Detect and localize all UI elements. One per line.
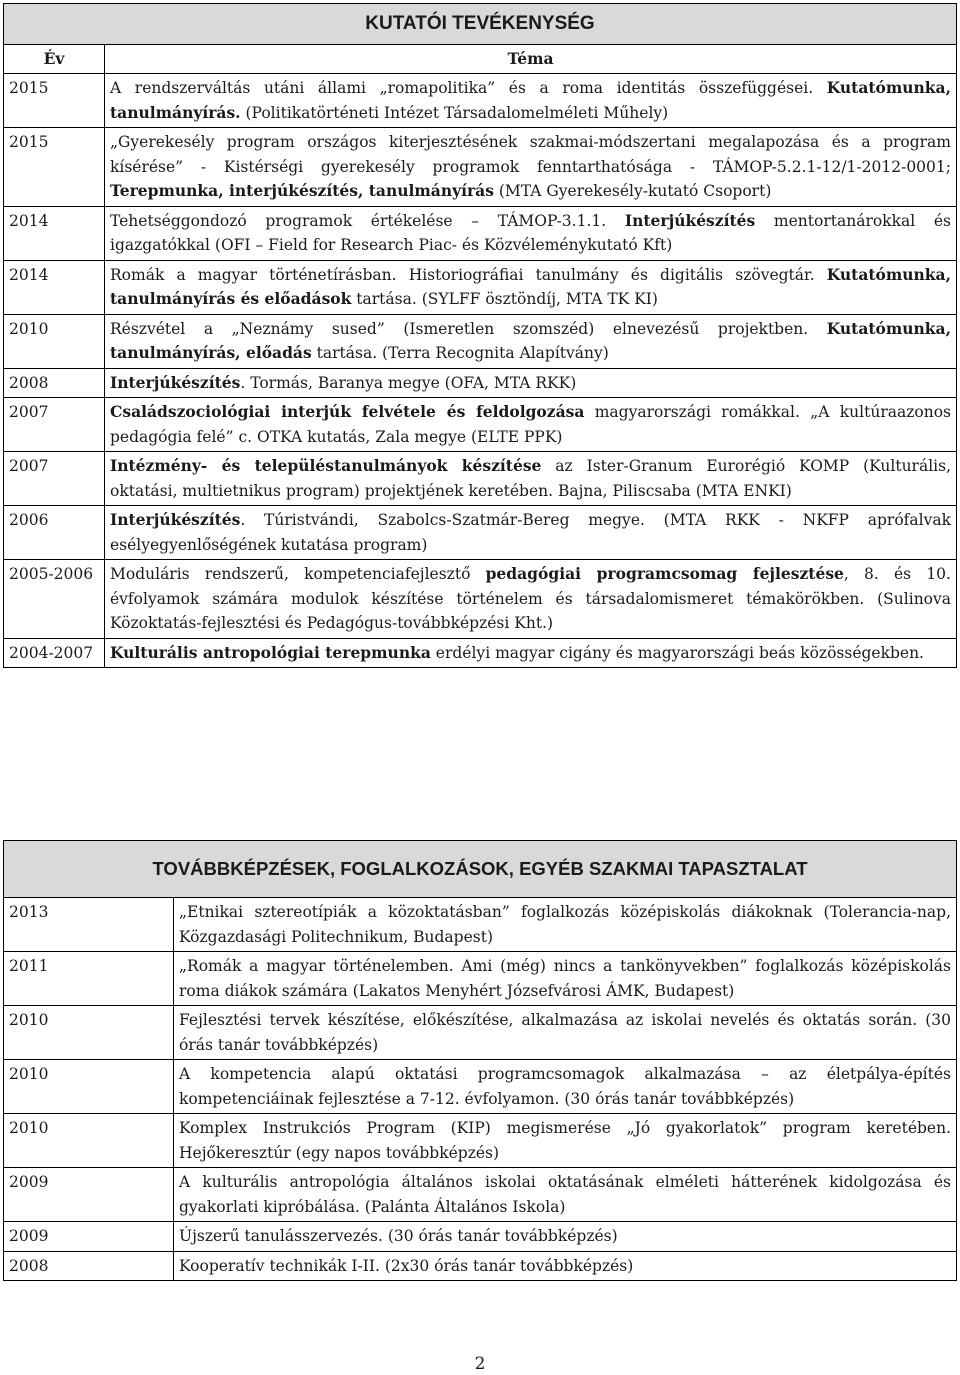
text-segment: Romák a magyar történetírásban. Historiográfiai tanulmány és digitális szövegtár. (110, 265, 827, 284)
text-segment: Kooperatív technikák I-II. (2x30 órás tanár továbbképzés) (179, 1256, 634, 1275)
bold-text: Kutatómunka, tanulmányírás és előadások (110, 264, 951, 308)
row-year: 2010 (4, 1114, 174, 1168)
text-segment: erdélyi magyar cigány és magyarországi beás közösségekben. (430, 643, 924, 662)
row-description (174, 1060, 957, 1114)
text-segment: Moduláris rendszerű, kompetenciafejlesztő (110, 565, 486, 583)
table-row (4, 206, 957, 260)
row-description (174, 1222, 957, 1252)
row-year: 2008 (4, 1251, 174, 1281)
table-row (4, 128, 957, 207)
topic-column-header: Téma (105, 45, 957, 74)
row-year: 2015 (4, 74, 105, 128)
text-segment: (Politikatörténeti Intézet Társadalomelméleti Műhely) (240, 103, 669, 122)
row-year: 2015 (4, 128, 105, 207)
table-row (4, 1060, 957, 1114)
table-row (4, 1222, 957, 1252)
text-segment: tartása. (Terra Recognita Alapítvány) (311, 344, 609, 362)
text-segment: A rendszerváltás utáni állami „romapolitika” és a roma identitás összefüggései. (110, 79, 827, 97)
text-segment: „Etnikai sztereotípiák a közoktatásban” foglalkozás középiskolás diákoknak (Tolerancia-nap, Közgazdasági Politechnikum, Budapest) (179, 903, 951, 946)
row-year: 2004-2007 (4, 638, 105, 668)
text-segment: (MTA Gyerekesély-kutató Csoport) (493, 182, 772, 200)
text-segment: Részvétel a „Neznámy sused” (Ismeretlen szomszéd) elnevezésű projektben. (110, 319, 827, 338)
row-description (174, 1251, 957, 1281)
row-year: 2014 (4, 260, 105, 314)
table-row (4, 1114, 957, 1168)
text-segment: A kulturális antropológia általános iskolai oktatásának elméleti hátterének kidolgozása és gyakorlati kipróbálása. (Palánta Általános Iskola) (179, 1173, 951, 1216)
table-row (4, 74, 957, 128)
page-number: 2 (474, 1354, 486, 1374)
training-section-title: TOVÁBBKÉPZÉSEK, FOGLALKOZÁSOK, EGYÉB SZAKMAI TAPASZTALAT (4, 841, 957, 898)
table-row (4, 368, 957, 398)
text-segment: Újszerű tanulásszervezés. (30 órás tanár továbbképzés) (179, 1227, 618, 1245)
row-description (105, 314, 957, 368)
bold-text: Kulturális antropológiai terepmunka (110, 642, 431, 662)
year-column-header: Év (4, 45, 105, 74)
research-table (3, 3, 957, 668)
row-year: 2005-2006 (4, 560, 105, 639)
table-row (4, 506, 957, 560)
table-row (4, 560, 957, 639)
row-description (105, 206, 957, 260)
table-row (4, 1168, 957, 1222)
table-row (4, 1251, 957, 1281)
table-row (4, 260, 957, 314)
bold-text: Interjúkészítés (110, 510, 241, 529)
row-year: 2008 (4, 368, 105, 398)
row-year: 2009 (4, 1168, 174, 1222)
text-segment: magyarországi romákkal. „A kultúraazonos pedagógia felé” c. OTKA kutatás, Zala megye (ELTE PPK) (110, 403, 951, 446)
row-description (105, 506, 957, 560)
row-description (105, 128, 957, 207)
row-description (174, 952, 957, 1006)
bold-text: Kutatómunka, tanulmányírás. (110, 78, 951, 122)
text-segment: „Romák a magyar történelemben. Ami (még) nincs a tankönyvekben” foglalkozás középiskolás roma diákok számára (Lakatos Menyhért Józsefvárosi ÁMK, Budapest) (179, 957, 951, 1000)
table-row (4, 638, 957, 668)
bold-text: Családszociológiai interjúk felvétele és feldolgozása (110, 402, 585, 421)
row-description (174, 1168, 957, 1222)
table-row (4, 1006, 957, 1060)
text-segment: „Gyerekesély program országos kiterjesztésének szakmai-módszertani megalapozása és a program kísérése” - Kistérségi gyerekesély programok fenntarthatósága - TÁMOP-5.2.1-12/1-2012-0001; (110, 133, 951, 176)
bold-text: Kutatómunka, tanulmányírás, előadás (110, 318, 951, 362)
research-rows (4, 74, 957, 668)
row-description (105, 398, 957, 452)
text-segment: . Túristvándi, Szabolcs-Szatmár-Bereg megye. (MTA RKK - NKFP aprófalvak esélyegyenlőségének kutatása program) (110, 511, 951, 554)
table-row (4, 314, 957, 368)
bold-text: Interjúkészítés (624, 210, 756, 230)
text-segment: . Tormás, Baranya megye (OFA, MTA RKK) (240, 373, 577, 392)
row-year: 2009 (4, 1222, 174, 1252)
row-year: 2006 (4, 506, 105, 560)
text-segment: A kompetencia alapú oktatási programcsomagok alkalmazása – az életpálya-építés kompetenciáinak fejlesztése a 7-12. évfolyamon. (30 órás tanár továbbképzés) (179, 1065, 951, 1108)
table-row (4, 952, 957, 1006)
row-year: 2010 (4, 314, 105, 368)
row-description (105, 560, 957, 639)
bold-text: Interjúkészítés (110, 372, 241, 392)
table-row (4, 398, 957, 452)
row-description (105, 368, 957, 398)
text-segment: Komplex Instrukciós Program (KIP) megismerése „Jó gyakorlatok” program keretében. Hejőkeresztúr (egy napos továbbképzés) (179, 1119, 951, 1162)
row-year: 2007 (4, 398, 105, 452)
bold-text: Intézmény- és településtanulmányok készítése (110, 456, 542, 475)
row-description (174, 1006, 957, 1060)
training-table (3, 840, 957, 1281)
row-description (105, 260, 957, 314)
text-segment: tartása. (SYLFF ösztöndíj, MTA TK KI) (351, 290, 658, 308)
row-year: 2010 (4, 1006, 174, 1060)
row-description (105, 74, 957, 128)
text-segment: Fejlesztési tervek készítése, előkészítése, alkalmazása az iskolai nevelés és oktatás során. (30 órás tanár továbbképzés) (179, 1011, 951, 1054)
bold-text: pedagógiai programcsomag fejlesztése (485, 564, 844, 583)
text-segment: , 8. és 10. évfolyamok számára modulok készítése történelem és társadalomismeret témakörökben. (Sulinova Közoktatás-fejlesztési és Pedagógus-továbbképzési Kht.) (110, 565, 951, 632)
row-description (174, 898, 957, 952)
research-section-title: KUTATÓI TEVÉKENYSÉG (4, 4, 957, 45)
row-year: 2014 (4, 206, 105, 260)
row-description (105, 638, 957, 668)
table-row (4, 898, 957, 952)
row-description (105, 452, 957, 506)
row-description (174, 1114, 957, 1168)
bold-text: Terepmunka, interjúkészítés, tanulmányírás (110, 181, 494, 200)
row-year: 2010 (4, 1060, 174, 1114)
row-year: 2011 (4, 952, 174, 1006)
text-segment: az Ister-Granum Eurorégió KOMP (Kulturális, oktatási, multietnikus program) projektjének keretében. Bajna, Piliscsaba (MTA ENKI) (110, 457, 951, 500)
row-year: 2007 (4, 452, 105, 506)
text-segment: Tehetséggondozó programok értékelése – TÁMOP-3.1.1. (110, 211, 625, 230)
table-row (4, 452, 957, 506)
row-year: 2013 (4, 898, 174, 952)
text-segment: mentortanárokkal és igazgatókkal (OFI – Field for Research Piac- és Közvéleménykutató Kft) (110, 211, 951, 254)
training-rows (4, 898, 957, 1281)
